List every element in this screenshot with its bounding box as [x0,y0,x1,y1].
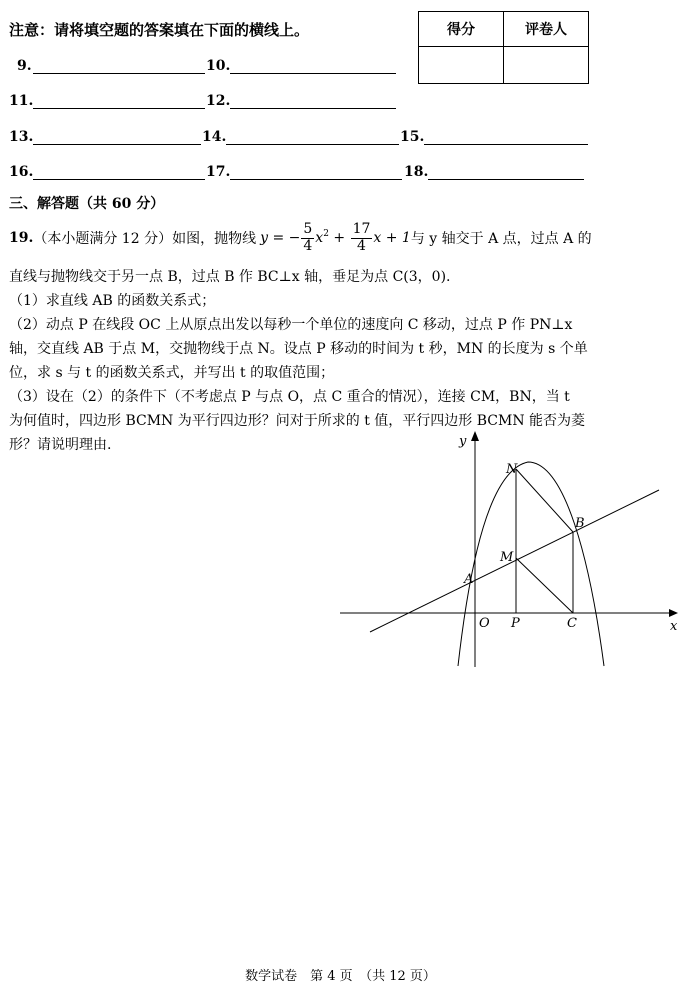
formula-plus: + [328,230,350,246]
problem-line-2: 直线与抛物线交于另一点 B，过点 B 作 BC⊥x 轴，垂足为点 C(3，0). [9,269,451,285]
label-b: B [575,516,585,531]
blank-label-13: 13. [9,129,34,145]
segment-mc [516,558,573,613]
label-n: N [506,462,518,477]
part-2-line-3: 位，求 s 与 t 的函数关系式，并写出 t 的取值范围； [9,365,335,381]
formula-tail: x + 1 [373,230,411,246]
blank-label-16: 16. [9,164,34,180]
formula-x2: x [315,230,324,246]
blank-label-17: 17. [206,164,231,180]
fraction-2-den: 4 [357,237,366,254]
score-header: 得分 [419,12,504,47]
blank-label-15: 15. [400,129,425,145]
line-ab [370,490,659,632]
formula-y: y [260,230,268,246]
blank-label-12: 12. [206,93,231,109]
part-2-line-1: （2）动点 P 在线段 OC 上从原点出发以每秒一个单位的速度向 C 移动，过点 P 作 PN⊥x [9,317,573,333]
part-1: （1）求直线 AB 的函数关系式； [9,293,216,309]
blank-label-18: 18. [404,164,429,180]
part-2-line-2: 轴，交直线 AB 于点 M，交抛物线于点 N。设点 P 移动的时间为 t 秒，MN 的长度为 s 个单 [9,341,588,357]
label-p: P [511,616,520,631]
label-m: M [500,550,514,565]
label-origin: O [479,616,490,631]
blank-label-14: 14. [202,129,227,145]
fraction-1-num: 5 [303,221,313,238]
label-a: A [464,572,474,587]
part-3-line-1: （3）设在（2）的条件下（不考虑点 P 与点 O，点 C 重合的情况），连接 CM，BN，当 t [9,389,570,405]
y-axis-arrow-icon [471,431,479,441]
x-axis-arrow-icon [669,609,678,617]
blank-label-11: 11. [9,93,34,109]
blank-label-10: 10. [206,58,231,74]
segment-nb [516,469,573,532]
part-3-line-2: 为何值时，四边形 BCMN 为平行四边形？问对于所求的 t 值，平行四边形 BCMN 能否为菱 [9,413,586,429]
parabola-curve [458,462,604,666]
problem-intro-b: 与 y 轴交于 A 点，过点 A 的 [410,231,592,247]
notice-text: 注意：请将填空题的答案填在下面的横线上。 [9,21,310,39]
label-y-axis: y [459,434,467,449]
problem-number: 19. [9,230,34,246]
formula-sup: 2 [323,229,329,240]
label-c: C [567,616,577,631]
problem-intro-a: （本小题满分 12 分）如图，抛物线 [33,231,257,247]
page-footer: 数学试卷 第 4 页 （共 12 页） [245,969,436,984]
blank-label-9: 9. [17,58,32,74]
part-3-line-3: 形？请说明理由. [9,437,112,453]
formula-eq: = − [268,230,301,246]
grader-header: 评卷人 [504,12,589,47]
fraction-1-den: 4 [303,237,313,254]
fraction-2-num: 17 [352,221,371,238]
section-title: 三、解答题（共 60 分） [9,196,165,212]
label-x-axis: x [670,619,678,634]
